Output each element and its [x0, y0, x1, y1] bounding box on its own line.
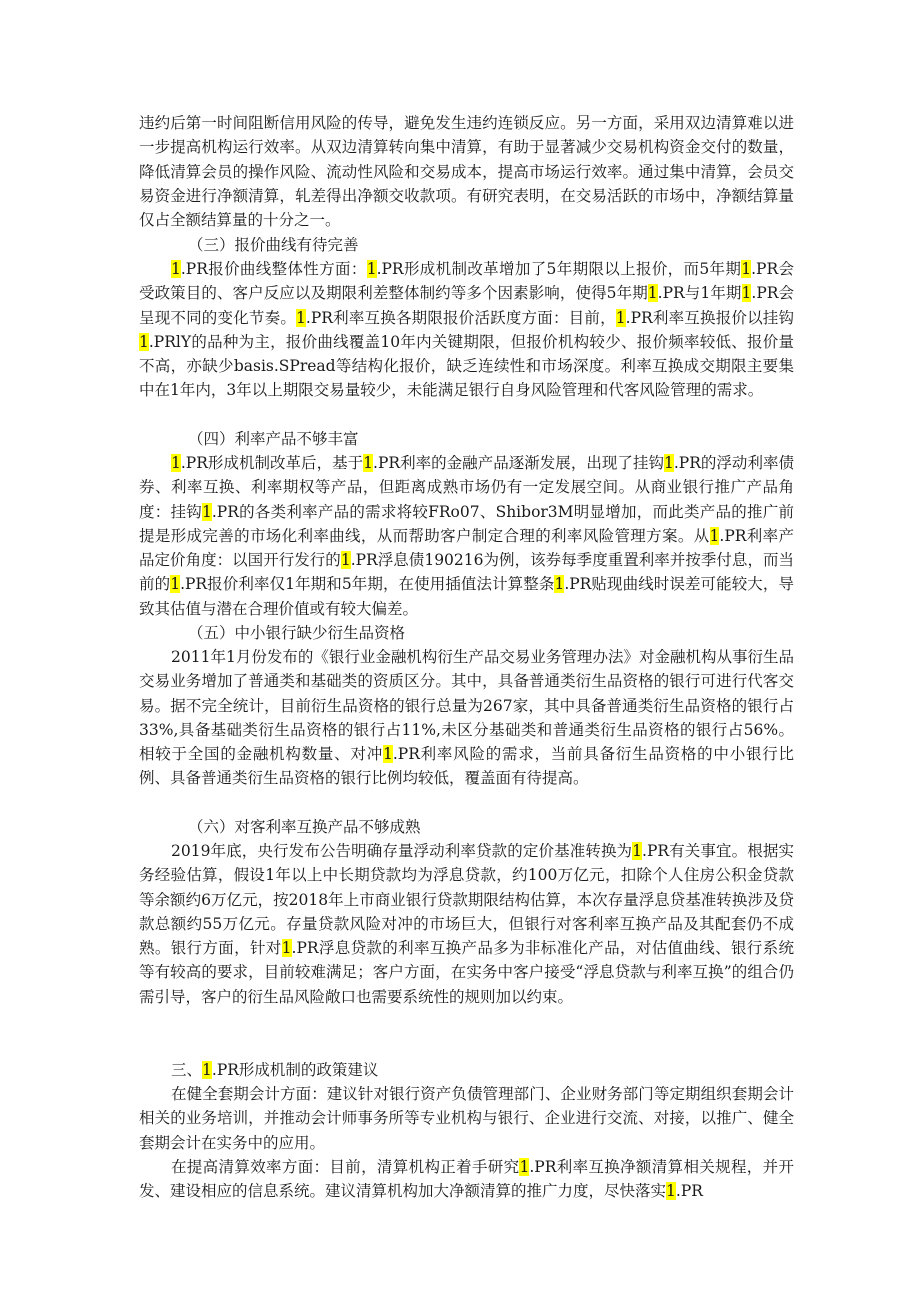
paragraph-text: 在健全套期会计方面：建议针对银行资产负债管理部门、企业财务部门等定期组织套期会计相关的业务培训，并推动会计师事务所等专业机构与银行、企业进行交流、对接，以推广、健全套期会计在实务中的应用。: [139, 1085, 794, 1152]
highlight-mark: 1: [663, 454, 674, 472]
paragraph-text: 2019年底，央行发布公告明确存量浮动利率贷款的定价基准转换为1.PR有关事宜。根据实务经验估算，假设1年以上中长期贷款均为浮息贷款，约100万亿元，扣除个人住房公积金贷款等余额约6万亿元，按2018年上市商业银行贷款期限结构估算，本次存量浮息贷基准转换涉及贷款总额约55万亿元。存量贷款风险对冲的市场巨大，但银行对客利率互换产品及其配套仍不成熟。银行方面，针对1.PR浮息贷款的利率互换产品多为非标准化产品，对估值曲线、银行系统等有较高的要求，目前较难满足；客户方面，在实务中客户接受“浮息贷款与利率互换”的组合仍需引导，客户的衍生品风险敞口也需要系统性的规则加以约束。: [139, 842, 794, 1006]
highlight-mark: 1: [202, 502, 212, 521]
highlight-mark: 1: [666, 1182, 676, 1201]
highlight-mark: 1: [171, 260, 181, 278]
paragraph-quote-curve: [139, 257, 794, 403]
heading-text: （四）利率产品不够丰富: [188, 430, 359, 448]
paragraph-text: 1.PR形成机制改革后，基于1.PR利率的金融产品逐渐发展，出现了挂钩1.PR的浮动利率债券、利率互换、利率期权等产品，但距离成熟市场仍有一定发展空间。从商业银行推广产品角度：挂钩1.PR的各类利率产品的需求将较FRo07、Shibor3M明显增加，而此类产品的推广前提是形成完善的市场化利率曲线，从而帮助客户制定合理的利率风险管理方案。从1.PR利率产品定价角度：以国开行发行的1.PR浮息债190216为例，该券每季度重置利率并按季付息，而当前的1.PR报价利率仅1年期和5年期，在使用插值法计算整条1.PR贴现曲线时误差可能较大，导致其估值与潜在合理价值或有较大偏差。: [139, 454, 795, 618]
highlight-mark: 1: [382, 745, 393, 764]
paragraph-hedge-accounting: [139, 1082, 794, 1155]
paragraph-rate-products: [139, 451, 794, 621]
highlight-mark: 1: [170, 575, 181, 594]
highlight-mark: 1: [139, 332, 149, 351]
heading-text: （三）报价曲线有待完善: [188, 236, 359, 254]
highlight-mark: 1: [171, 454, 181, 472]
highlight-mark: 1: [554, 575, 565, 594]
highlight-mark: 1: [296, 308, 306, 327]
heading-section-3: [139, 233, 794, 257]
heading-section-4: [139, 427, 794, 451]
paragraph-text: 在提高清算效率方面：目前，清算机构正着手研究1.PR利率互换净额清算相关规程，并开发、建设相应的信息系统。建议清算机构加大净额清算的推广力度，尽快落实1.PR: [139, 1158, 794, 1201]
heading-text: （五）中小银行缺少衍生品资格: [188, 624, 406, 642]
heading-policy-suggestions: [139, 1058, 794, 1082]
heading-text: （六）对客利率互换产品不够成熟: [188, 818, 421, 836]
heading-text: 三、1.PR形成机制的政策建议: [171, 1061, 379, 1079]
highlight-mark: 1: [632, 842, 643, 860]
paragraph-clearing-suggestion: [139, 1155, 794, 1204]
paragraph-text: 违约后第一时间阻断信用风险的传导，避免发生违约连锁反应。另一方面，采用双边清算难以进一步提高机构运行效率。从双边清算转向集中清算，有助于显著减少交易机构资金交付的数量，降低清算会员的操作风险、流动性风险和交易成本，提高市场运行效率。通过集中清算，会员交易资金进行净额清算，轧差得出净额交收款项。有研究表明，在交易活跃的市场中，净额结算量仅占全额结算量的十分之一。: [139, 114, 794, 230]
highlight-mark: 1: [741, 284, 752, 303]
heading-section-5: [139, 621, 794, 645]
highlight-mark: 1: [615, 308, 626, 327]
paragraph-derivative-qualification: [139, 645, 794, 791]
highlight-mark: 1: [340, 551, 351, 570]
heading-section-6: [139, 815, 794, 839]
paragraph-swap-products: [139, 839, 794, 1009]
paragraph-text: 2011年1月份发布的《银行业金融机构衍生产品交易业务管理办法》对金融机构从事衍生品交易业务增加了普通类和基础类的资质区分。其中，具备普通类衍生品资格的银行可进行代客交易。据不完全统计，目前衍生品资格的银行总量为267家，其中具备普通类衍生品资格的银行占33%,具备基础类衍生品资格的银行占11%,未区分基础类和普通类衍生品资格的银行占56%。相较于全国的金融机构数量、对冲1.PR利率风险的需求，当前具备衍生品资格的中小银行比例、具备普通类衍生品资格的银行比例均较低，覆盖面有待提高。: [139, 648, 794, 788]
highlight-mark: 1: [741, 260, 752, 278]
highlight-mark: 1: [202, 1061, 212, 1079]
highlight-mark: 1: [281, 939, 292, 958]
paragraph-clearing-efficiency: [139, 111, 794, 232]
highlight-mark: 1: [709, 526, 720, 545]
highlight-mark: 1: [366, 260, 377, 278]
highlight-mark: 1: [519, 1158, 530, 1176]
highlight-mark: 1: [647, 284, 658, 303]
paragraph-text: 1.PR报价曲线整体性方面：1.PR形成机制改革增加了5年期限以上报价，而5年期1.PR会受政策目的、客户反应以及期限利差整体制约等多个因素影响，使得5年期1.PR与1年期1.PR会呈现不同的变化节奏。1.PR利率互换各期限报价活跃度方面：目前，1.PR利率互换报价以挂钩1.PRlY的品种为主，报价曲线覆盖10年内关键期限，但报价机构较少、报价频率较低、报价量不高，亦缺少basis.SPread等结构化报价，缺乏连续性和市场深度。利率互换成交期限主要集中在1年内，3年以上期限交易量较少，未能满足银行自身风险管理和代客风险管理的需求。: [139, 260, 795, 400]
highlight-mark: 1: [363, 454, 374, 472]
